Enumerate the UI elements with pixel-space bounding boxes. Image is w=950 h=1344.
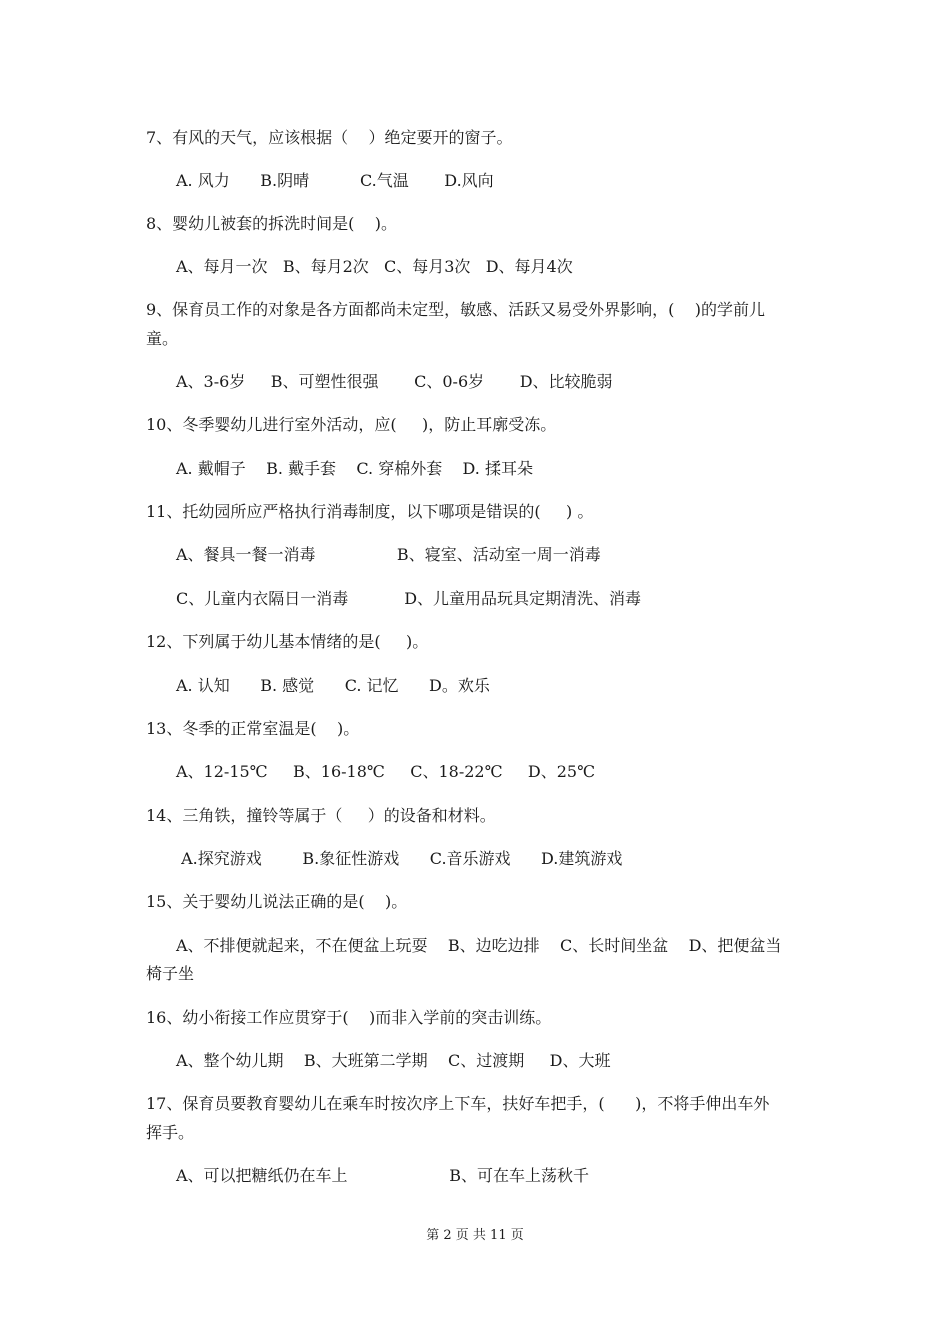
question-7-options: A. 风力 B.阴晴 C.气温 D.风向 xyxy=(176,171,494,190)
question-12: 12、下列属于幼儿基本情绪的是( )。 xyxy=(146,632,429,651)
question-17-options: A、可以把糖纸仍在车上 B、可在车上荡秋千 xyxy=(176,1166,590,1185)
question-8: 8、婴幼儿被套的拆洗时间是( )。 xyxy=(146,214,398,233)
question-17: 17、保育员要教育婴幼儿在乘车时按次序上下车，扶好车把手，( )，不将手伸出车外 xyxy=(146,1094,770,1113)
question-14-options: A.探究游戏 B.象征性游戏 C.音乐游戏 D.建筑游戏 xyxy=(176,849,623,868)
question-9: 9、保育员工作的对象是各方面都尚未定型，敏感、活跃又易受外界影响，( )的学前儿 xyxy=(146,300,766,319)
question-13-options: A、12-15℃ B、16-18℃ C、18-22℃ D、25℃ xyxy=(176,762,596,781)
question-16: 16、幼小衔接工作应贯穿于( )而非入学前的突击训练。 xyxy=(146,1008,552,1027)
page-footer: 第 2 页 共 11 页 xyxy=(426,1228,524,1243)
question-10: 10、冬季婴幼儿进行室外活动，应( )，防止耳廓受冻。 xyxy=(146,415,557,434)
question-11-options-row1: A、餐具一餐一消毒 B、寝室、活动室一周一消毒 xyxy=(176,545,601,564)
question-8-options: A、每月一次 B、每月2次 C、每月3次 D、每月4次 xyxy=(176,257,573,276)
question-11-options-row2: C、儿童内衣隔日一消毒 D、儿童用品玩具定期清洗、消毒 xyxy=(176,589,642,608)
question-13: 13、冬季的正常室温是( )。 xyxy=(146,719,360,738)
question-15: 15、关于婴幼儿说法正确的是( )。 xyxy=(146,892,408,911)
question-10-options: A. 戴帽子 B. 戴手套 C. 穿棉外套 D. 揉耳朵 xyxy=(176,459,533,478)
question-11: 11、托幼园所应严格执行消毒制度，以下哪项是错误的( ) 。 xyxy=(146,502,594,521)
question-15-options-continuation: 椅子坐 xyxy=(146,964,195,983)
question-9-options: A、3-6岁 B、可塑性很强 C、0-6岁 D、比较脆弱 xyxy=(176,372,613,391)
question-15-options: A、不排便就起来，不在便盆上玩耍 B、边吃边排 C、长时间坐盆 D、把便盆当 xyxy=(176,936,782,955)
question-14: 14、三角铁，撞铃等属于（ ）的设备和材料。 xyxy=(146,806,496,825)
question-16-options: A、整个幼儿期 B、大班第二学期 C、过渡期 D、大班 xyxy=(176,1051,611,1070)
question-17-continuation: 挥手。 xyxy=(146,1123,195,1142)
question-12-options: A. 认知 B. 感觉 C. 记忆 D。欢乐 xyxy=(176,676,490,695)
question-9-continuation: 童。 xyxy=(146,329,179,348)
question-7: 7、有风的天气，应该根据（ ）绝定要开的窗子。 xyxy=(146,128,513,147)
